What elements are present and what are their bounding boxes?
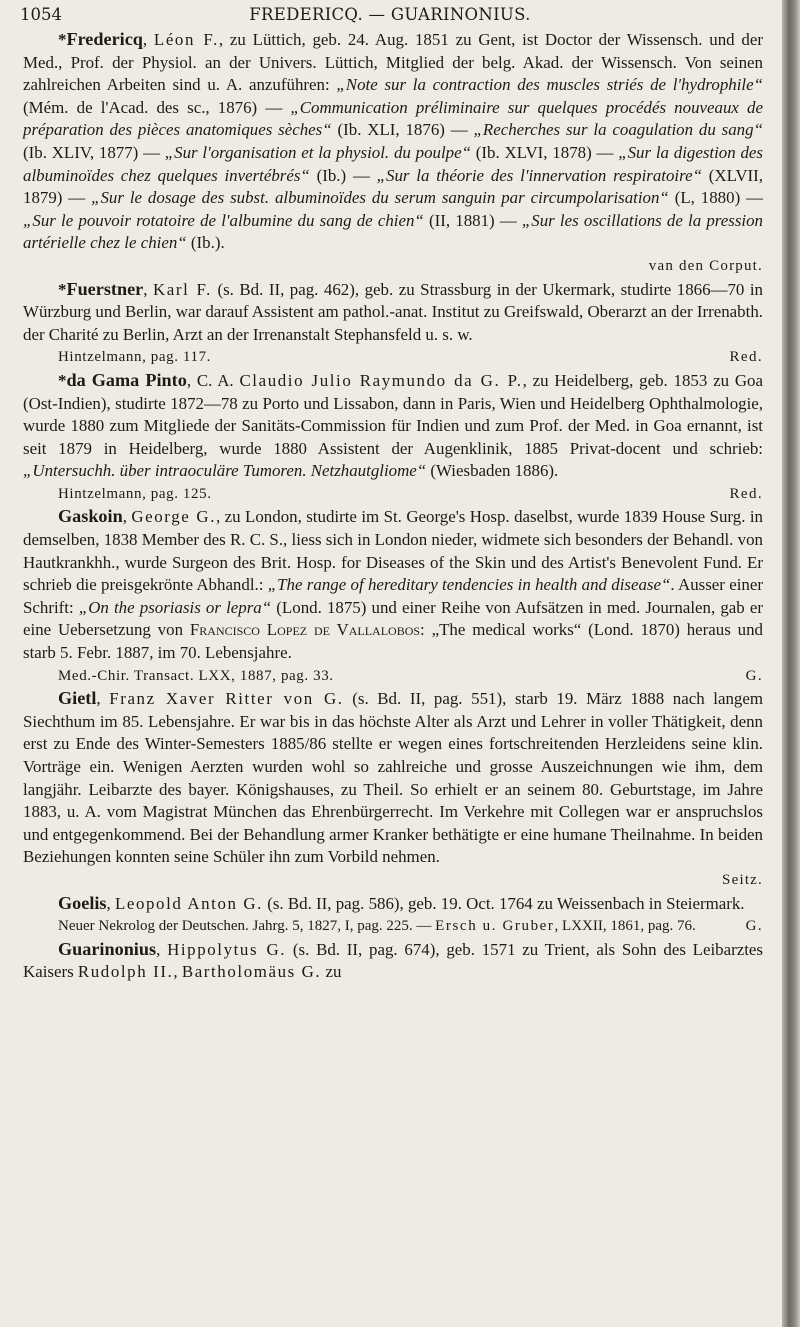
entry-text: (Ib. XLI, 1876) — [331, 120, 474, 140]
given-name: Hippolytus G. [167, 939, 287, 959]
entry-text: (Ib. XLVI, 1878) — [471, 142, 619, 162]
entry-text: , [173, 962, 182, 982]
headword: Gaskoin [58, 506, 123, 527]
work-title: „The range of hereditary tendencies in health and disease“ [267, 575, 671, 595]
entry-text: zu [321, 962, 342, 982]
given-name: Léon F. [153, 30, 219, 49]
entry-text: (s. Bd. II, pag. 586), geb. 19. Oct. 1764 zu Weissenbach in Steiermark. [263, 893, 745, 913]
page-body [23, 28, 763, 984]
entry-fredericq: *Fredericq, Léon F., zu Lüttich, geb. 24. Aug. 1851 zu Gent, ist Doctor der Wissensch. und der Med., Prof. der Physiol. an der Univers. Lüttich, Mitglied der belg. Akad. der Wissensch. Von seinen zahlreichen Arbeiten sind u. A. anzuführen: „Note sur la contraction des muscles striés de l'hydrophile“ (Mém. de l'Acad. des sc., 1876) — „Communication préliminaire sur quelques procédés nouveaux de préparation des pièces anatomiques sèches“ (Ib. XLI, 1876) — „Recherches sur la coagulation du sang“ (Ib. XLIV, 1877) — „Sur l'organisation et la physiol. du poulpe“ (Ib. XLVI, 1878) — „Sur la digestion des albuminoïdes chez quelques invertébrés“ (Ib.) — „Sur la théorie des l'innervation respiratoire“ (XLVII, 1879) — „Sur le dosage des subst. albuminoïdes du serum sanguin par circumpolarisation“ (L, 1880) — „Sur le pouvoir rotatoire de l'albumine du sang de chien“ (II, 1881) — „Sur les oscillations de la pression artérielle chez le chien“ (Ib.). [23, 29, 764, 253]
source-line [23, 665, 763, 688]
source-line [23, 346, 763, 369]
entry-text: (s. Bd. II, pag. 551), starb 19. März 1888 nach langem Siechthum im 85. Lebensjahre. Er war bis in das höchste Alter als Arzt und Lehrer in voller Thätigkeit, denn erst zu Ende des Winter-Semesters 1885/86 stellte er wegen eines fortschreitenden Herzleidens seine klin. Vorträge ein. Wenigen Aerzten wurden wohl so zahlreiche und grosse Auszeichnungen wie ihm, dem langjähr. Leibarzte des bayer. Königshauses, zu Theil. So erhielt er an seinem 80. Geburtstage, im Jahre 1883, u. A. vom Magistrat München das Ehrenbürgerrecht. Im Verkehre mit Collegen war er anspruchslos und entgegenkommend. Bei der Behandlung armer Kranker bethätigte er eine humane Theilnahme. In beiden Beziehungen konnten seine Schüler ihn zum Vorbild nehmen. [23, 689, 763, 867]
headword: da Gama Pinto [66, 369, 187, 390]
entry-text: , zu Heidelberg, geb. 1853 zu Goa (Ost-Indien), studirte 1872—78 zu Porto und Lissabon, dann in Paris, Wien und Heidelberg Ophthalmologie, wurde 1880 zum Mitgliede der Sanitäts-Commission für Indien und zum Prof. der Med. in Goa ernannt, ist seit 1879 in Heidelberg, wurde 1880 Assistent der Augenklinik, 1885 Privat-docent und schrieb: [23, 370, 763, 458]
headword: Gietl [58, 688, 97, 709]
entry-pinto [23, 369, 763, 483]
entry-guarinonius: Guarinonius, Hippolytus G. (s. Bd. II, pag. 674), geb. 1571 zu Trient, als Sohn des Leibarztes Kaisers Rudolph II., Bartholomäus G. zu [23, 938, 763, 982]
work-title: „Sur les oscillations de la pression artérielle chez le chien“ [23, 210, 763, 253]
work-title: „Sur le dosage des subst. albuminoïdes du serum sanguin par circumpolarisation“ [91, 188, 669, 208]
source-line [23, 915, 763, 938]
work-title: „Sur la théorie des l'innervation respiratoire“ [376, 165, 702, 185]
given-name: George G. [131, 507, 217, 527]
entry-text: (Mém. de l'Acad. des sc., 1876) — [23, 97, 291, 117]
work-title: „On the psoriasis or lepra“ [78, 597, 272, 617]
given-name: Karl F. [152, 279, 212, 299]
author-signature: G. [745, 918, 763, 935]
entry-text: . Ausser einer Schrift: [23, 575, 763, 617]
entry-text: (s. Bd. II, pag. 674), geb. 1571 zu Trient, als Sohn des Leibarztes Kaisers [23, 939, 763, 982]
entry-goelis: Goelis, Leopold Anton G. (s. Bd. II, pag. 586), geb. 19. Oct. 1764 zu Weissenbach in Steiermark. [58, 892, 745, 913]
entry-text: (Ib.). [186, 233, 225, 253]
work-title: „Communication préliminaire sur quelques procédés nouveaux de préparation des pièces anatomiques sèches“ [23, 97, 763, 140]
entry-text: (L, 1880) — [668, 188, 763, 208]
page-header [20, 2, 760, 28]
source-ref: Med.-Chir. Transact. LXX, 1887, pag. 33. [58, 667, 334, 684]
headword: Goelis [58, 892, 107, 913]
headword: Guarinonius [58, 938, 157, 959]
entry-text: (s. Bd. II, pag. 462), geb. zu Strassburg in der Ukermark, studirte 1866—70 in Würzburg und Berlin, war darauf Assistent am pathol.-anat. Institut zu Greifswald, Oberarzt an der Irrenabth. der Charité zu Berlin, Arzt an der Irrenanstalt Stephansfeld u. s. w. [23, 279, 763, 344]
person-name: Rudolph II. [77, 962, 174, 982]
asterisk-mark: * [58, 279, 67, 299]
given-name: Franz Xaver Ritter von G. [109, 689, 344, 709]
entry-text: (Ib.) — [309, 165, 377, 185]
asterisk-mark: * [58, 30, 67, 49]
initials: , C. A. [186, 370, 240, 390]
person-name: Francisco Lopez de Vallalobos [189, 620, 421, 640]
entry-gietl: Gietl, Franz Xaver Ritter von G. (s. Bd. II, pag. 551), starb 19. März 1888 nach langem Siechthum im 85. Lebensjahre. Er war bis in das höchste Alter als Arzt und Lehrer in voller Thätigkeit, denn erst zu Ende des Winter-Semesters 1885/86 stellte er wegen eines fortschreitenden Herzleidens seine klin. Vorträge ein. Wenigen Aerzten wurden wohl so zahlreiche und grosse Auszeichnungen wie ihm, dem langjähr. Leibarzte des bayer. Königshauses, zu Theil. So erhielt er an seinem 80. Geburtstage, im Jahre 1883, u. A. vom Magistrat München das Ehrenbürgerrecht. Im Verkehre mit Collegen war er anspruchslos und entgegenkommend. Bei der Behandlung armer Kranker bethätigte er eine humane Theilnahme. In beiden Beziehungen konnten seine Schüler ihn zum Vorbild nehmen. [23, 688, 763, 867]
given-name: Leopold Anton G. [114, 893, 264, 913]
entry-text: (II, 1881) — [423, 210, 522, 230]
headword: Fuerstner [66, 278, 144, 299]
work-title: „Untersuchh. über intraoculäre Tumoren. Netzhautgliome“ [23, 461, 427, 481]
person-name: Bartholomäus G. [181, 962, 322, 982]
author-signature: Red. [729, 349, 763, 366]
entry-text: : „The medical works“ (Lond. 1870) heraus und starb 5. Febr. 1887, im 70. Lebensjahre. [23, 620, 764, 663]
author-signature: Seitz. [722, 871, 763, 888]
work-title: „Sur la digestion des albuminoïdes chez quelques invertébrés“ [23, 142, 764, 185]
page-number: 1054 [20, 5, 62, 24]
work-title: „Sur le pouvoir rotatoire de l'albumine du sang de chien“ [23, 210, 424, 230]
entry-fuerstner: *Fuerstner, Karl F. (s. Bd. II, pag. 462), geb. zu Strassburg in der Ukermark, studirte 1866—70 in Würzburg und Berlin, war darauf Assistent am pathol.-anat. Institut zu Greifswald, Oberarzt an der Irrenabth. der Charité zu Berlin, Arzt an der Irrenanstalt Stephansfeld u. s. w. [23, 278, 763, 344]
entry-text: (Lond. 1875) und einer Reihe von Aufsätzen in med. Journalen, gab er eine Uebersetzung von [23, 597, 763, 640]
entry-text: (Wiesbaden 1886). [426, 461, 559, 481]
entry-text: , zu London, studirte im St. George's Hosp. daselbst, wurde 1839 House Surg. in demselben, 1838 Member des R. C. S., liess sich in London nieder, widmete sich besonders der Behandl. von Hautkrankhh., wurde Surgeon des Brit. Hosp. for Diseases of the Skin und des Artist's Benevolent Fund. Er schrieb die preisgekrönte Abhandl.: [23, 507, 763, 595]
book-spine-edge [782, 0, 800, 1327]
work-title: „Recherches sur la coagulation du sang“ [473, 120, 763, 140]
source-ref: Neuer Nekrolog der Deutschen. Jahrg. 5, 1827, I, pag. 225. — [58, 918, 432, 935]
source-ref: , LXXII, 1861, pag. 76. [554, 918, 696, 935]
asterisk-mark: * [58, 370, 67, 390]
author-signature: Red. [729, 485, 763, 502]
source-ref: Hintzelmann, pag. 125. [58, 485, 212, 502]
author-signature: van den Corput. [648, 257, 763, 274]
source-line [23, 483, 763, 506]
entry-text: (XLVII, 1879) — [23, 165, 764, 208]
source-ref: Hintzelmann, pag. 117. [58, 349, 212, 366]
running-title: FREDERICQ. — GUARINONIUS. [249, 5, 531, 24]
entry-text: , zu Lüttich, geb. 24. Aug. 1851 zu Gent, ist Doctor der Wissensch. und der Med., Prof. der Physiol. an der Univers. Lüttich, Mitglied der belg. Akad. der Wissensch. Von seinen zahlreichen Arbeiten sind u. A. anzuführen: [23, 30, 763, 95]
work-title: „Sur l'organisation et la physiol. du poulpe“ [164, 142, 471, 162]
entry-gaskoin: Gaskoin, George G., zu London, studirte im St. George's Hosp. daselbst, wurde 1839 House Surg. in demselben, 1838 Member des R. C. S., liess sich in London nieder, widmete sich besonders der Behandl. von Hautkrankhh., wurde Surgeon des Brit. Hosp. for Diseases of the Skin und des Artist's Benevolent Fund. Er schrieb die preisgekrönte Abhandl.: „The range of hereditary tendencies in health and disease“. Ausser einer Schrift: „On the psoriasis or lepra“ (Lond. 1875) und einer Reihe von Aufsätzen in med. Journalen, gab er eine Uebersetzung von Francisco Lopez de Vallalobos: „The medical works“ (Lond. 1870) heraus und starb 5. Febr. 1887, im 70. Lebensjahre. [23, 506, 764, 663]
given-name: Claudio Julio Raymundo da G. P. [239, 370, 523, 390]
work-title: „Note sur la contraction des muscles striés de l'hydrophile“ [336, 75, 763, 95]
source-author: Ersch u. Gruber [435, 918, 555, 935]
headword: Fredericq [66, 29, 143, 49]
entry-text: (Ib. XLIV, 1877) — [23, 142, 165, 162]
author-signature: G. [745, 667, 763, 684]
